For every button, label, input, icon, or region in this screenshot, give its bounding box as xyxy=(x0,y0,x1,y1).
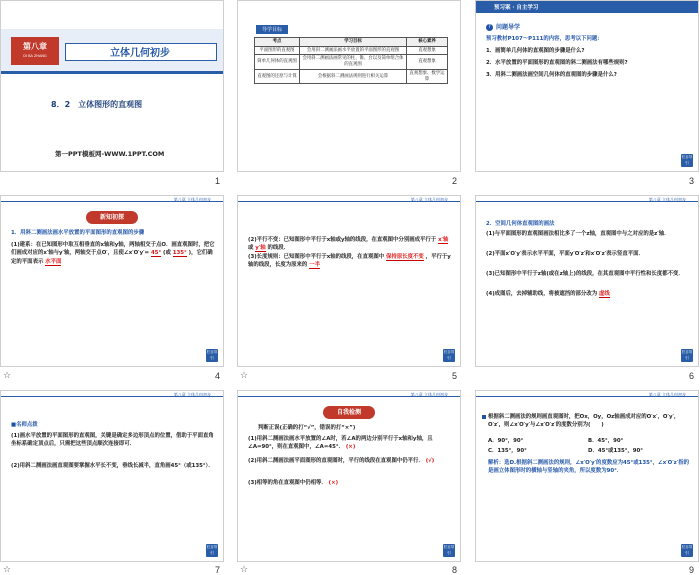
chapter-badge-text: 第八章 xyxy=(23,42,47,51)
slide-3-banner-text: 预习案 · 自主学习 xyxy=(494,5,539,11)
slide-transition-star-icon: ☆ xyxy=(240,565,249,575)
slide-thumbnail-2[interactable] xyxy=(237,0,461,172)
table-header-cell: 学习目标 xyxy=(300,38,407,47)
chapter-badge-pinyin: DI BA ZHANG xyxy=(23,54,47,58)
table-cell: 直观想象 xyxy=(407,46,448,55)
slide-transition-star-icon: ☆ xyxy=(240,371,249,381)
slide-8-question: 判断正误(正确的打“√”，错误的打“×”) xyxy=(258,425,356,431)
option-c: C．135°，90° xyxy=(488,448,527,454)
slide-1-subtitle: 8．2 立体图形的直观图 xyxy=(51,100,143,109)
slide-5-body xyxy=(248,236,452,270)
list-item: (1)与平面图形的直观图画法相比多了一个z轴，直观图中与之对应的是z′轴． xyxy=(486,231,670,237)
option-d: D．45°或135°，90° xyxy=(588,448,643,454)
list-item: (2)用斜二测画法画平面图形的直观图时，平行的线段在直观图中仍平行． xyxy=(248,458,424,464)
table-cell: 会根据斜二测画法规则进行相关运算 xyxy=(300,69,407,83)
slide-5-body-part4: ，平行于y轴的线段，长度为原来的 xyxy=(248,253,451,269)
slide-8-item-2 xyxy=(248,457,452,465)
nav-corner-button[interactable]: 栏目导引 xyxy=(443,350,455,360)
slide-7-header-text: 第八章 立体几何初步 xyxy=(173,392,211,397)
fill-blank-answer: 虚线 xyxy=(599,291,610,297)
slide-thumbnail-3[interactable] xyxy=(475,0,699,172)
slide-number-3: 3 xyxy=(689,176,695,186)
table-row xyxy=(255,69,448,83)
list-item: (1)画水平放置的平面图形的直观图，关键是确定多边形顶点的位置，借助于平面直角坐标系确定顶点后，只需把这些顶点顺次连接即可． xyxy=(11,433,214,448)
slide-number-5: 5 xyxy=(452,371,458,381)
slide-5-header-text: 第八章 立体几何初步 xyxy=(410,197,448,202)
list-item: (1)用斜二测画法画水平放置的∠A时，若∠A的两边分别平行于x轴和y轴，且∠A=90°，则在直观图中，∠A=45°． xyxy=(248,436,433,451)
help-circle-icon: ? xyxy=(486,24,493,31)
answer-mark: (√) xyxy=(425,458,435,464)
slide-4-header-text: 第八章 立体几何初步 xyxy=(173,197,211,202)
fill-blank-answer: 135° xyxy=(172,250,187,257)
list-item: (3)已知图形中平行于z轴(或在z轴上)的线段，在其直观图中平行性和长度都不变． xyxy=(486,271,684,277)
chapter-badge xyxy=(11,37,59,65)
slide-5-body-mid: 或 xyxy=(248,245,254,252)
list-item: (2)用斜二测画法画直观图要掌握水平长不变，垂线长减半，直角画45°（或135°）． xyxy=(11,463,214,469)
slide-4-body-mid: (或 xyxy=(163,250,171,257)
nav-corner-button[interactable]: 栏目导引 xyxy=(206,350,218,360)
slide-number-6: 6 xyxy=(689,371,695,381)
objectives-table xyxy=(254,37,448,84)
list-item: 2．水平放置的平面图形的直观图的斜二测画法有哪些规则? xyxy=(486,60,628,66)
table-cell: 直观想象、数学运算 xyxy=(407,69,448,83)
table-cell: 会用斜二测画法画常见的柱、锥、台以及简单组合体的直观图 xyxy=(300,55,407,69)
slide-number-4: 4 xyxy=(215,371,221,381)
slide-5-body-part1: (2)平行不变：已知图形中平行于x轴或y轴的线段，在直观图中分别画成平行于 xyxy=(248,237,437,243)
table-header-cell: 考点 xyxy=(255,38,300,47)
slide-9-solution: 解析：选D.根据斜二测画法的规则，∠x′O′y′的度数应为45°或135°，∠x′O′z′指的是画立体图形时的横轴与竖轴的夹角，所以度数为90°． xyxy=(488,460,690,475)
nav-corner-button[interactable]: 栏目导引 xyxy=(681,545,693,555)
table-cell: 直观想象 xyxy=(407,55,448,69)
objectives-table-header xyxy=(255,38,448,47)
section-pill: 新知初探 xyxy=(86,211,138,224)
slide-number-1: 1 xyxy=(215,176,221,186)
slide-thumbnail-1[interactable] xyxy=(0,0,224,172)
option-a: A．90°，90° xyxy=(488,438,524,444)
slide-3-intro: 预习教材P107～P111的内容，思考以下问题： xyxy=(486,36,603,42)
slide-1-title: 立体几何初步 xyxy=(110,48,170,59)
slide-thumbnail-8[interactable] xyxy=(237,390,461,562)
fill-blank-answer: 保持原长度不变 xyxy=(386,253,424,260)
table-cell: 简单几何体的直观图 xyxy=(255,55,300,69)
slide-thumbnail-5[interactable] xyxy=(237,195,461,367)
slide-number-8: 8 xyxy=(452,565,458,575)
table-cell: 会用斜二测画法画水平放置的平面图形的直观图 xyxy=(300,46,407,55)
slide-6-heading: 2．空间几何体直观图的画法 xyxy=(486,221,555,227)
list-item: 1．画简单几何体的直观图的步骤是什么? xyxy=(486,48,585,54)
list-item: (4)成图后，去掉辅助线，将被遮挡的部分改为 xyxy=(486,291,598,297)
slide-number-9: 9 xyxy=(689,565,695,575)
slide-8-item-1 xyxy=(248,435,452,452)
table-cell: 平面图形的直观图 xyxy=(255,46,300,55)
slide-thumbnail-7[interactable] xyxy=(0,390,224,562)
fill-blank-answer: 一半 xyxy=(309,262,320,269)
table-cell: 直观图的还原与计算 xyxy=(255,69,300,83)
slide-5-body-part3: (3)长度规则：已知图形中平行于x轴的线段，在直观图中 xyxy=(248,253,385,260)
nav-corner-button[interactable]: 栏目导引 xyxy=(206,545,218,555)
slide-1-accent-stripe xyxy=(1,71,224,74)
slide-number-7: 7 xyxy=(215,565,221,575)
slide-6-last-line xyxy=(486,290,690,298)
question-marker-icon xyxy=(482,415,486,419)
slide-9-header-text: 第八章 立体几何初步 xyxy=(648,392,686,397)
slide-7-heading: ■名师点拨 xyxy=(11,422,38,428)
slide-9-question: 根据斜二测画法的规则画直观图时，把Ox，Oy，Oz轴画成对应的O′x′，O′y′，O′z′，则∠x′O′y′与∠x′O′z′的度数分别为( ) xyxy=(488,414,680,429)
slide-1-footer: 第一PPT模板网-WWW.1PPT.COM xyxy=(55,150,165,158)
nav-corner-button[interactable]: 栏目导引 xyxy=(681,155,693,165)
table-row xyxy=(255,46,448,55)
list-item: (3)相等的角在直观图中仍相等． xyxy=(248,480,327,486)
fill-blank-answer: 水平面 xyxy=(45,258,62,265)
slide-2-tag: 导学目标 xyxy=(256,25,288,34)
slide-number-2: 2 xyxy=(452,176,458,186)
answer-mark: (×) xyxy=(345,444,356,451)
slide-8-header-text: 第八章 立体几何初步 xyxy=(410,392,448,397)
fill-blank-answer: 45° xyxy=(150,250,162,257)
slide-3-section: 问题导学 xyxy=(496,24,521,31)
nav-corner-button[interactable]: 栏目导引 xyxy=(681,350,693,360)
slide-6-header-text: 第八章 立体几何初步 xyxy=(648,197,686,202)
slide-4-body-part1: (1)建系：在已知图形中取互相垂直的x轴和y轴，两轴相交于点O．画直观图时，把它们画成对应的x′轴与y′轴，两轴交于点O′，且使∠x′O′y′= xyxy=(11,242,215,257)
slide-4-heading: 1．用斜二测画法画水平放置的平面图形的直观图的步骤 xyxy=(11,230,145,236)
slide-thumbnail-4[interactable] xyxy=(0,195,224,367)
fill-blank-answer: y′轴 xyxy=(255,245,266,252)
list-item: 3．用斜二测画法画空间几何体的直观图的步骤是什么? xyxy=(486,72,617,78)
slide-transition-star-icon: ☆ xyxy=(3,371,12,381)
slide-transition-star-icon: ☆ xyxy=(3,565,12,575)
slide-thumbnail-6[interactable] xyxy=(475,195,699,367)
fill-blank-answer: x′轴 xyxy=(438,237,449,243)
slide-5-body-part2: 的线段． xyxy=(267,245,290,252)
section-pill: 自我检测 xyxy=(323,406,375,419)
slide-4-body xyxy=(11,241,215,266)
slide-4-body-part2: )，它们确定的平面表示 xyxy=(11,250,213,265)
table-header-cell: 核心素养 xyxy=(407,38,448,47)
slide-8-item-3 xyxy=(248,479,452,487)
slide-thumbnail-9[interactable] xyxy=(475,390,699,562)
answer-mark: (×) xyxy=(328,480,339,486)
nav-corner-button[interactable]: 栏目导引 xyxy=(443,545,455,555)
table-row xyxy=(255,55,448,69)
list-item: (2)平面x′O′y′表示水平平面，平面y′O′z′和x′O′z′表示竖直平面． xyxy=(486,251,644,257)
option-b: B．45°，90° xyxy=(588,438,624,444)
